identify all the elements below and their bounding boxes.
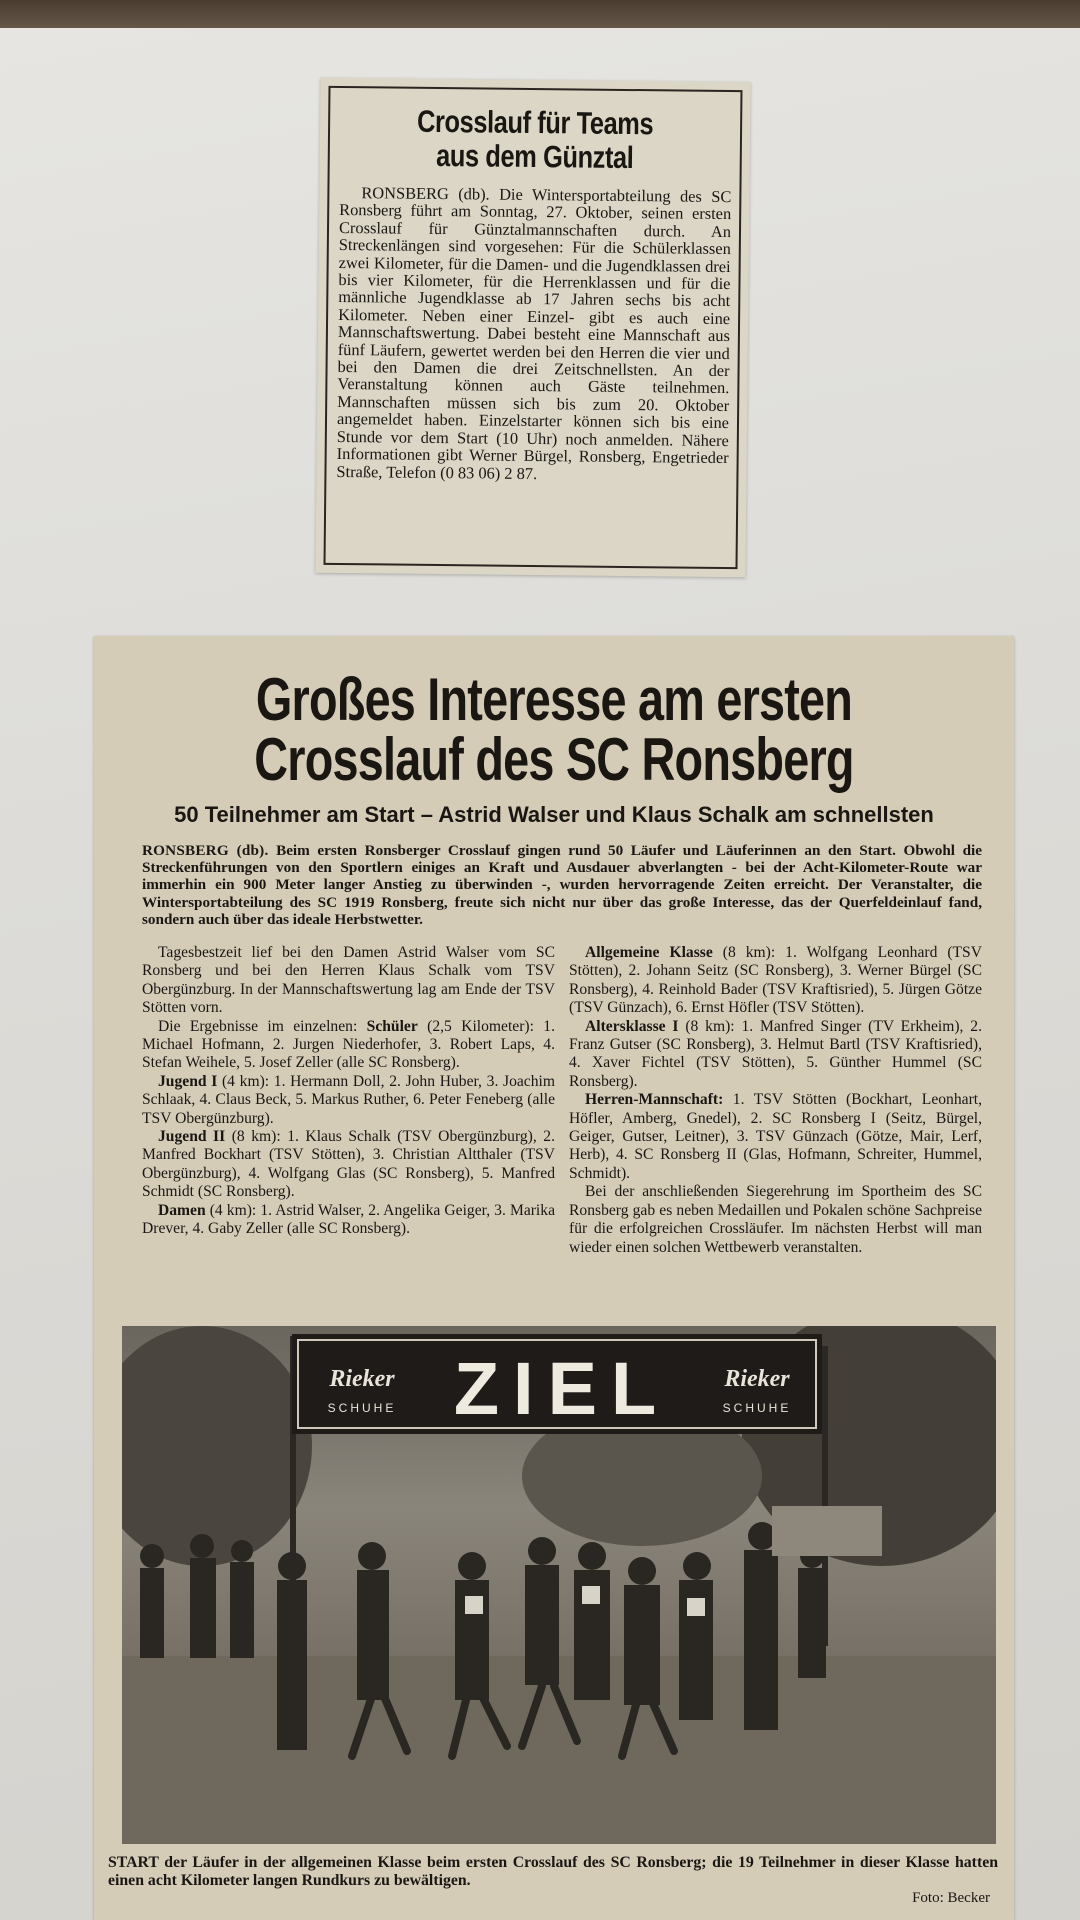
banner-brand-right: Rieker: [724, 1366, 790, 1392]
report-headline: [195, 666, 913, 793]
report-columns: [94, 936, 1014, 1257]
report-subheadline: 50 Teilnehmer am Start – Astrid Walser und Klaus Schalk am schnellsten: [174, 802, 934, 827]
results-text: 1. TSV Stötten (Bockhart, Leonhart, Höfler, Amberg, Gnedel), 2. SC Ronsberg I (Seitz, Bürgel, Geiger, Gutser, Leitner), 3. TSV Günzach (Götze, Mair, Lerf, Herb), 4. SC Ronsberg II (Glas, Hofmann, Schreiter, Hummel, Schmidt).: [569, 1091, 982, 1182]
paragraph-lead: Die Ergebnisse im einzelnen:: [158, 1017, 358, 1035]
newspaper-clipping-report: [94, 636, 1014, 1920]
class-label: Allgemeine Klasse: [585, 944, 713, 962]
column-left: [142, 944, 555, 1257]
class-label: Damen: [158, 1201, 206, 1219]
paragraph: [142, 1128, 555, 1202]
headline-line-2: aus dem Günztal: [435, 137, 634, 176]
results-text: (4 km): 1. Astrid Walser, 2. Angelika Geiger, 3. Marika Drever, 4. Gaby Zeller (alle SC Ronsberg).: [142, 1201, 555, 1238]
paragraph: [142, 1073, 555, 1128]
paragraph: Bei der anschließenden Siegerehrung im Sportheim des SC Ronsberg gab es neben Medaillen und Pokalen schöne Sachpreise für die erfolgreichen Crossläufer. Im nächsten Herbst will man wieder einen solchen Wettbewerb veranstalten.: [569, 1183, 982, 1256]
headline-line-1: Crosslauf für Teams: [416, 103, 654, 142]
headline-line-1: Großes Interesse am ersten: [255, 666, 853, 733]
newspaper-clipping-announcement: [315, 78, 750, 577]
banner-sub-right: SCHUHE: [722, 1401, 792, 1415]
photo-credit: Foto: Becker: [912, 1890, 990, 1906]
banner-word: ZIEL: [453, 1347, 671, 1430]
announcement-headline: [367, 104, 704, 176]
paragraph: [569, 1018, 982, 1092]
headline-line-2: Crosslauf des SC Ronsberg: [254, 726, 854, 793]
paragraph: [142, 1202, 555, 1239]
banner-sub-left: SCHUHE: [327, 1401, 397, 1415]
results-text: (8 km): 1. Manfred Singer (TV Erkheim), 2. Franz Gutser (SC Ronsberg), 3. Helmut Bartl (TSV Kraftisried), 4. Xaver Fichtel (TSV Stötten), 5. Günther Hummel (SC Ronsberg).: [569, 1017, 982, 1090]
results-text: (8 km): 1. Wolfgang Leonhard (TSV Stötten), 2. Johann Seitz (SC Ronsberg), 3. Werner Bürgel (SC Ronsberg), 4. Reinhold Bader (TSV Kraftisried), 5. Jürgen Götze (TSV Günzach), 6. Ernst Höfler (TSV Stötten).: [569, 944, 982, 1017]
dateline: RONSBERG (db).: [361, 183, 490, 204]
paragraph: Tagesbestzeit lief bei den Damen Astrid Walser vom SC Ronsberg und bei den Herren Klaus Schalk vom TSV Obergünzburg. In der Mannschaftswertung lag am Ende der TSV Stötten vorn.: [142, 944, 555, 1017]
race-start-photo: [122, 1326, 996, 1844]
intro-text: Beim ersten Ronsberger Crosslauf gingen rund 50 Läufer und Läuferinnen an den Start. Obwohl die Streckenführungen von den Sportlern einiges an Kraft und Ausdauer abverlangten - bei der Acht-Kilometer-Route war immerhin ein 900 Meter langer Anstieg zu überwinden -, wurden hervorragende Zeiten erreicht. Der Veranstalter, die Wintersportabteilung des SC 1919 Ronsberg, freute sich nicht nur über das große Interesse, das der Querfeldeinlauf fand, sondern auch über das ideale Herbstwetter.: [142, 842, 983, 928]
tree-foliage: [122, 1326, 312, 1566]
class-label: Schüler: [366, 1017, 418, 1035]
results-text: (4 km): 1. Hermann Doll, 2. John Huber, 3. Joachim Schlaak, 4. Claus Beck, 5. Markus Ruther, 6. Peter Feneberg (alle TSV Obergünzburg).: [142, 1072, 555, 1127]
report-intro: [94, 842, 1014, 928]
dateline: RONSBERG (db).: [142, 842, 269, 859]
photo-caption: START der Läufer in der allgemeinen Klasse beim ersten Crosslauf des SC Ronsberg; die 19 Teilnehmer in dieser Klasse hatten einen acht Kilometer langen Rundkurs zu bewältigen.: [108, 1854, 998, 1889]
class-label: Altersklasse I: [585, 1017, 679, 1035]
class-label: Herren-Mannschaft:: [585, 1091, 724, 1109]
paragraph: [569, 944, 982, 1018]
results-text: (8 km): 1. Klaus Schalk (TSV Obergünzburg), 2. Manfred Bockhart (TSV Stötten), 3. Christian Altthaler (TSV Obergünzburg), 4. Wolfgang Glas (SC Ronsberg), 5. Manfred Schmidt (SC Ronsberg).: [142, 1128, 555, 1201]
announcement-text: Die Wintersportabteilung des SC Ronsberg führt am Sonntag, 27. Oktober, seinen ersten Crosslauf für Günztalmannschaften durch. An Streckenlängen sind vorgesehen: Für die Schülerklassen zwei Kilometer, für die Damen- und die Jugendklassen drei bis vier Kilometer, für die Herrenklassen und für die männliche Jugendklasse ab 17 Jahren sechs bis acht Kilometer. Neben einer Einzel- gibt es auch eine Mannschaftswertung. Dabei besteht eine Mannschaft aus fünf Läufern, gewertet werden bei den Herren die vier und bei den Damen die drei Zeitschnellsten. An der Veranstaltung können auch Gäste teilnehmen. Mannschaften müssen sich bis zum 20. Oktober angemeldet haben. Einzelstarter können sich bis eine Stunde vor dem Start (10 Uhr) noch anmelden. Nähere Informationen gibt Werner Bürgel, Ronsberg, Engetrieder Straße, Telefon (0 83 06) 2 87.: [336, 184, 732, 483]
column-right: [569, 944, 982, 1257]
banner-brand-left: Rieker: [329, 1366, 395, 1392]
class-label: Jugend I: [158, 1072, 218, 1090]
photo-illustration: [122, 1326, 996, 1844]
paragraph: [569, 1091, 982, 1183]
class-label: Jugend II: [158, 1128, 226, 1146]
vehicle: [772, 1506, 882, 1556]
results-text: (2,5 Kilometer): 1. Michael Hofmann, 2. Jurgen Niederhofer, 3. Robert Laps, 4. Stefan Weihele, 5. Josef Zeller (alle SC Ronsberg).: [142, 1017, 556, 1072]
paragraph: [142, 1018, 555, 1073]
